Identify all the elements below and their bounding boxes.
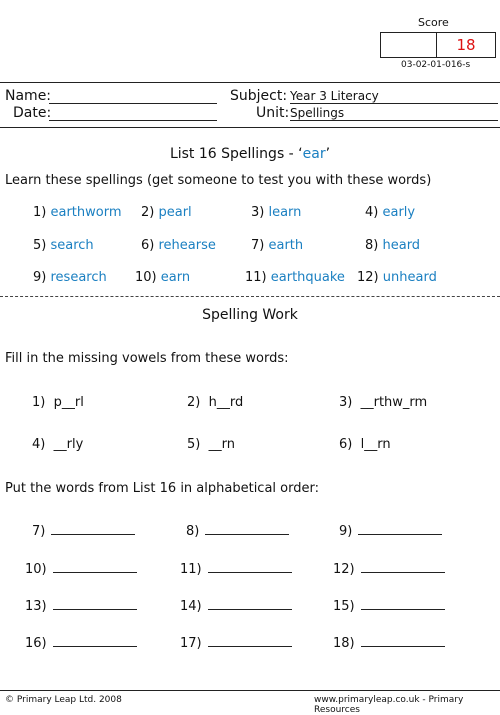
name-field[interactable] — [49, 89, 217, 104]
subject-field — [290, 89, 498, 104]
spelling-item: 6) rehearse — [141, 238, 216, 253]
order-item[interactable]: 18) — [333, 634, 445, 651]
spelling-item: 10) earn — [135, 270, 191, 285]
subject-label: Subject: — [230, 88, 288, 104]
subject-value: Year 3 Literacy — [290, 89, 379, 103]
order-item[interactable]: 17) — [180, 634, 292, 651]
spelling-item: 4) early — [365, 205, 416, 220]
date-field[interactable] — [49, 106, 217, 121]
vowels-instruction: Fill in the missing vowels from these words: — [5, 351, 289, 366]
order-item[interactable]: 13) — [25, 597, 137, 614]
sheet-code: 03-02-01-016-s — [401, 60, 471, 70]
cut-line — [0, 296, 500, 297]
unit-field — [290, 106, 498, 121]
header-bottom-rule — [0, 127, 500, 128]
spelling-item: 8) heard — [365, 238, 421, 253]
order-item[interactable]: 12) — [333, 560, 445, 577]
header-top-rule — [0, 82, 500, 83]
title-suffix: ’ — [325, 146, 331, 162]
name-label: Name: — [5, 88, 52, 104]
learn-instruction: Learn these spellings (get someone to test you with these words) — [5, 173, 432, 188]
order-item[interactable]: 9) — [339, 522, 442, 539]
order-item[interactable]: 16) — [25, 634, 137, 651]
vowel-question: 5) __rn — [187, 437, 235, 452]
footer-website: www.primaryleap.co.uk - Primary Resources — [314, 695, 464, 715]
score-value: 18 — [456, 36, 476, 54]
title-accent: ear — [302, 146, 326, 162]
section-title: Spelling Work — [202, 307, 298, 323]
order-item[interactable]: 14) — [180, 597, 292, 614]
order-item[interactable]: 8) — [186, 522, 289, 539]
score-box — [380, 32, 496, 58]
footer-copyright: © Primary Leap Ltd. 2008 — [5, 695, 122, 705]
unit-value: Spellings — [290, 106, 345, 120]
spelling-item: 2) pearl — [141, 205, 192, 220]
spelling-item: 9) research — [33, 270, 107, 285]
spelling-item: 12) unheard — [357, 270, 437, 285]
spelling-item: 5) search — [33, 238, 94, 253]
vowel-question: 3) __rthw_rm — [339, 395, 428, 410]
spelling-item: 7) earth — [251, 238, 304, 253]
vowel-question: 1) p__rl — [32, 395, 84, 410]
date-label: Date: — [13, 105, 52, 121]
order-item[interactable]: 15) — [333, 597, 445, 614]
order-instruction: Put the words from List 16 in alphabetical order: — [5, 481, 319, 496]
page-title — [0, 146, 500, 162]
title-prefix: List 16 Spellings - ‘ — [169, 146, 303, 162]
order-item[interactable]: 11) — [180, 560, 292, 577]
vowel-question: 6) l__rn — [339, 437, 391, 452]
spelling-item: 11) earthquake — [245, 270, 345, 285]
score-label: Score — [418, 16, 449, 29]
order-item[interactable]: 7) — [32, 522, 135, 539]
unit-label: Unit: — [256, 105, 290, 121]
order-item[interactable]: 10) — [25, 560, 137, 577]
spelling-item: 3) learn — [251, 205, 302, 220]
vowel-question: 2) h__rd — [187, 395, 244, 410]
vowel-question: 4) __rly — [32, 437, 84, 452]
spelling-item: 1) earthworm — [33, 205, 122, 220]
footer-rule — [0, 690, 500, 691]
